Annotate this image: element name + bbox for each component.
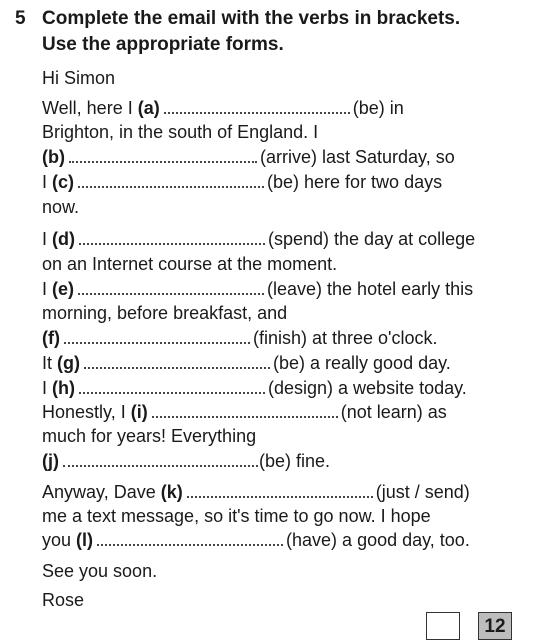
exercise-number: 5 (15, 8, 26, 29)
blank-b[interactable] (69, 160, 257, 163)
instruction-line-2: Use the appropriate forms. (42, 34, 284, 55)
email-line (42, 377, 467, 399)
email-line (42, 529, 470, 551)
instruction-line-1: Complete the email with the verbs in brackets. (42, 8, 461, 29)
score-input-box[interactable] (426, 612, 460, 640)
gap-label-f: (f) (42, 328, 60, 348)
gap-label-b: (b) (42, 147, 65, 167)
email-line (42, 401, 447, 423)
verb-hint-c: (be) here for two days (267, 172, 443, 192)
text: I (42, 229, 53, 249)
verb-hint-j: (be) fine. (259, 451, 331, 471)
email-line: much for years! Everything (42, 426, 257, 446)
gap-label-k: (k) (160, 482, 183, 502)
email-signature: Rose (42, 590, 85, 610)
blank-d[interactable] (79, 242, 265, 245)
gap-label-e: (e) (52, 279, 75, 299)
gap-label-d: (d) (52, 229, 75, 249)
email-line (42, 171, 442, 193)
blank-c[interactable] (78, 185, 264, 188)
verb-hint-g: (be) a really good day. (273, 353, 451, 373)
email-line (42, 228, 475, 250)
email-line (42, 146, 455, 168)
text: I (42, 279, 53, 299)
verb-hint-b: (arrive) last Saturday, so (259, 147, 455, 167)
email-line (42, 450, 330, 472)
email-line (42, 97, 404, 119)
blank-e[interactable] (78, 292, 264, 295)
email-closing: See you soon. (42, 561, 158, 581)
email-line: morning, before breakfast, and (42, 303, 288, 323)
verb-hint-h: (design) a website today. (268, 378, 467, 398)
email-line: on an Internet course at the moment. (42, 254, 338, 274)
verb-hint-k: (just / send) (375, 482, 470, 502)
verb-hint-a: (be) in (352, 98, 404, 118)
email-line: now. (42, 197, 80, 217)
text: Anyway, Dave (42, 482, 161, 502)
blank-j[interactable] (63, 464, 258, 467)
gap-label-j: (j) (42, 451, 59, 471)
blank-f[interactable] (64, 341, 250, 344)
blank-h[interactable] (79, 391, 265, 394)
text: Well, here I (42, 98, 138, 118)
blank-k[interactable] (187, 495, 373, 498)
text: I (42, 378, 53, 398)
verb-hint-l: (have) a good day, too. (286, 530, 470, 550)
blank-a[interactable] (164, 111, 350, 114)
gap-label-a: (a) (137, 98, 160, 118)
email-greeting: Hi Simon (42, 68, 116, 88)
text: I (42, 172, 53, 192)
email-line (42, 278, 473, 300)
gap-label-l: (l) (76, 530, 94, 550)
score-total-box: 12 (478, 612, 512, 640)
blank-i[interactable] (152, 415, 338, 418)
gap-label-h: (h) (52, 378, 75, 398)
gap-label-i: (i) (130, 402, 148, 422)
email-line (42, 352, 451, 374)
email-line (42, 481, 470, 503)
gap-label-g: (g) (57, 353, 80, 373)
email-line: Brighton, in the south of England. I (42, 122, 319, 142)
text: you (42, 530, 77, 550)
verb-hint-f: (finish) at three o'clock. (252, 328, 438, 348)
text: Honestly, I (42, 402, 131, 422)
verb-hint-e: (leave) the hotel early this (267, 279, 474, 299)
email-line: me a text message, so it's time to go now. I hope (42, 506, 431, 526)
gap-label-c: (c) (52, 172, 75, 192)
blank-l[interactable] (97, 543, 283, 546)
verb-hint-i: (not learn) as (340, 402, 447, 422)
verb-hint-d: (spend) the day at college (268, 229, 476, 249)
blank-g[interactable] (84, 366, 270, 369)
email-line (42, 327, 438, 349)
text: It (42, 353, 58, 373)
